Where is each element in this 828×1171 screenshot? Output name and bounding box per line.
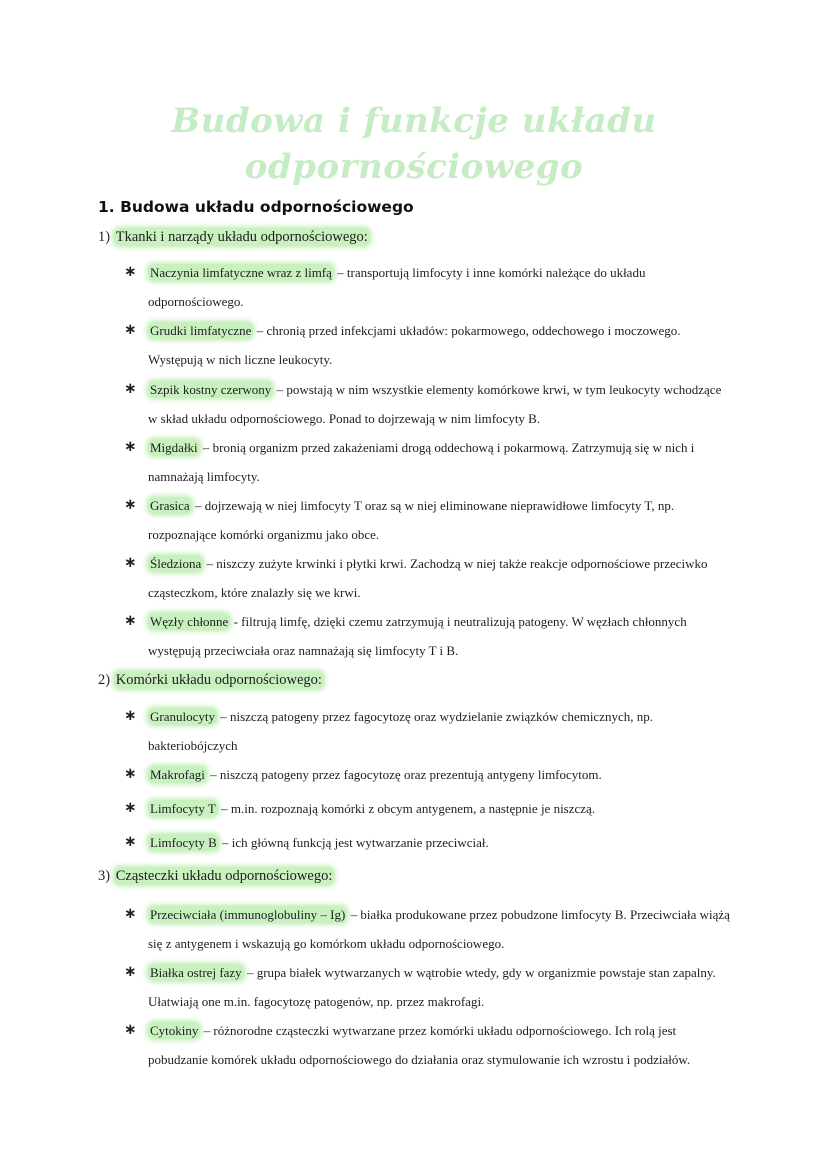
asterisk-bullet-icon: ∗: [124, 262, 137, 280]
asterisk-bullet-icon: ∗: [124, 379, 137, 397]
item-description: – powstają w nim wszystkie elementy komórkowe krwi, w tym leukocyty wchodzące w skład układu odpornościowego. Ponad to dojrzewają w nim limfocyty B.: [148, 382, 722, 426]
asterisk-bullet-icon: ∗: [124, 495, 137, 513]
asterisk-bullet-icon: ∗: [124, 764, 137, 782]
item-term: Grudki limfatyczne: [150, 323, 252, 338]
item-description: - filtrują limfę, dzięki czemu zatrzymują i neutralizują patogeny. W węzłach chłonnych występują przeciwciała oraz namnażają się limfocyty T i B.: [148, 614, 687, 658]
asterisk-bullet-icon: ∗: [124, 611, 137, 629]
title-line-1: Budowa i funkcje układu: [171, 101, 657, 141]
item-description: – niszczą patogeny przez fagocytozę oraz prezentują antygeny limfocytom.: [206, 767, 602, 782]
subsection-label: Komórki układu odpornościowego:: [115, 672, 322, 688]
item-description: – m.in. rozpoznają komórki z obcym antygenem, a następnie je niszczą.: [217, 801, 596, 816]
asterisk-bullet-icon: ∗: [124, 904, 137, 922]
item-description: – transportują limfocyty i inne komórki należące do układu odpornościowego.: [148, 265, 646, 309]
item-term: Przeciwciała (immunoglobuliny – Ig): [150, 907, 346, 922]
item-description: – grupa białek wytwarzanych w wątrobie wtedy, gdy w organizmie powstaje stan zapalny. Ułatwiają one m.in. fagocytozę patogenów, np. przez makrofagi.: [148, 965, 716, 1009]
subsection-number: 3): [98, 868, 111, 884]
item-term: Węzły chłonne: [150, 614, 229, 629]
title-line-2: odpornościowego: [244, 147, 584, 187]
item-term: Granulocyty: [150, 709, 215, 724]
asterisk-bullet-icon: ∗: [124, 437, 137, 455]
item-term: Limfocyty B: [150, 835, 217, 850]
item-description: – bronią organizm przed zakażeniami drogą oddechową i pokarmową. Zatrzymują się w nich i namnażają limfocyty.: [148, 440, 695, 484]
asterisk-bullet-icon: ∗: [124, 1020, 137, 1038]
subsection-number: 1): [98, 229, 111, 245]
item-term: Śledziona: [150, 556, 202, 571]
item-term: Cytokiny: [150, 1023, 199, 1038]
item-term: Szpik kostny czerwony: [150, 382, 272, 397]
item-term: Białka ostrej fazy: [150, 965, 242, 980]
asterisk-bullet-icon: ∗: [124, 553, 137, 571]
item-description: – białka produkowane przez pobudzone limfocyty B. Przeciwciała wiążą się z antygenem i wskazują go komórkom układu odpornościowego.: [148, 907, 730, 951]
subsection-heading-3: [98, 868, 334, 885]
item-term: Limfocyty T: [150, 801, 216, 816]
subsection-heading-2: [98, 672, 324, 689]
asterisk-bullet-icon: ∗: [124, 320, 137, 338]
item-description: – dojrzewają w niej limfocyty T oraz są w niej eliminowane nieprawidłowe limfocyty T, np. rozpoznające komórki organizmu jako obce.: [148, 498, 675, 542]
item-description: – niszczą patogeny przez fagocytozę oraz wydzielanie związków chemicznych, np. bakteriobójczych: [148, 709, 653, 753]
asterisk-bullet-icon: ∗: [124, 832, 137, 850]
asterisk-bullet-icon: ∗: [124, 798, 137, 816]
item-term: Makrofagi: [150, 767, 205, 782]
item-term: Naczynia limfatyczne wraz z limfą: [150, 265, 332, 280]
item-description: – ich główną funkcją jest wytwarzanie przeciwciał.: [218, 835, 489, 850]
item-description: – chronią przed infekcjami układów: pokarmowego, oddechowego i moczowego. Występują w nich liczne leukocyty.: [148, 323, 681, 367]
subsection-heading-1: [98, 229, 370, 246]
document-title: [0, 98, 828, 190]
item-term: Grasica: [150, 498, 190, 513]
subsection-label: Tkanki i narządy układu odpornościowego:: [115, 229, 368, 245]
section-heading: 1. Budowa układu odpornościowego: [98, 198, 414, 216]
item-description: – różnorodne cząsteczki wytwarzane przez komórki układu odpornościowego. Ich rolą jest pobudzanie komórek układu odpornościowego do działania oraz stymulowanie ich wzrostu i podziałów.: [148, 1023, 691, 1067]
item-description: – niszczy zużyte krwinki i płytki krwi. Zachodzą w niej także reakcje odpornościowe przeciwko cząsteczkom, które znalazły się we krwi.: [148, 556, 708, 600]
asterisk-bullet-icon: ∗: [124, 962, 137, 980]
item-term: Migdałki: [150, 440, 198, 455]
subsection-label: Cząsteczki układu odpornościowego:: [115, 868, 333, 884]
subsection-number: 2): [98, 672, 111, 688]
asterisk-bullet-icon: ∗: [124, 706, 137, 724]
